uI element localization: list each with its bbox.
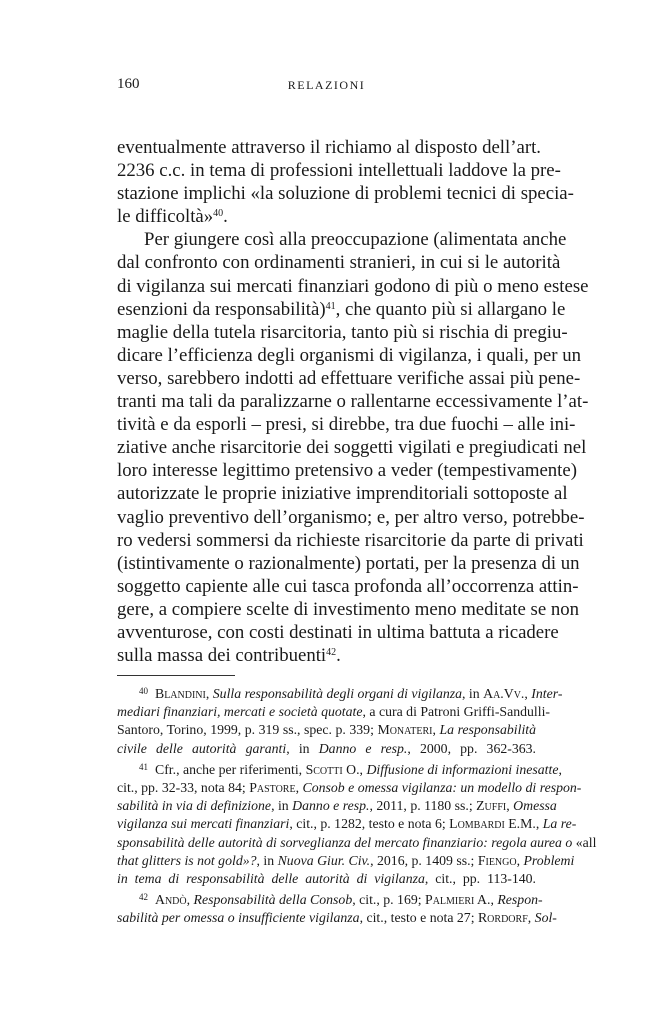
footnote-separator	[117, 675, 235, 676]
text-line: dal confronto con ordinamenti stranieri, in cui si le autorità	[117, 252, 561, 274]
work-title: Consob e omessa vigilanza: un modello di respon-	[302, 780, 582, 796]
footnote-line	[117, 779, 582, 797]
text-fragment: ,	[527, 910, 535, 926]
text-fragment: ,	[535, 816, 543, 832]
footnote-line	[117, 815, 577, 833]
running-title: RELAZIONI	[287, 78, 366, 92]
footnote-ref-42: 42	[326, 647, 337, 659]
work-title: civile delle autorità garanti	[117, 740, 287, 756]
work-title: sabilità per omessa o insufficiente vigilanza	[117, 910, 360, 926]
text-fragment: ,	[524, 686, 532, 701]
footnote-41	[117, 758, 597, 888]
work-title: Responsabilità della Consob	[193, 892, 353, 908]
footnote-line	[117, 703, 551, 721]
text-fragment: sulla massa dei contribuenti	[117, 645, 327, 667]
footnote-ref-41: 41	[325, 300, 336, 312]
text-line	[117, 298, 566, 321]
text-line: eventualmente attraverso il richiamo al disposto dell’art.	[117, 137, 541, 158]
author-name: Lombardi E.M.	[449, 816, 536, 832]
author-name: Pastore	[249, 780, 296, 796]
text-line: sulla massa dei contribuenti$^{42}$.	[117, 645, 341, 667]
work-title: Diffusione di informazioni inesatte	[366, 761, 559, 777]
work-title: Sol-	[534, 910, 557, 926]
text-fragment: ,	[359, 761, 367, 777]
footnote-line	[117, 852, 575, 870]
text-fragment: ,	[186, 892, 194, 908]
footnote-line	[117, 682, 563, 703]
page-number: 160	[117, 76, 140, 92]
author-name: Blandini	[155, 686, 206, 701]
work-title: Respon-	[497, 892, 543, 908]
footnote-number: 41	[139, 761, 148, 772]
text-fragment: Santoro, Torino, 1999, p. 319 ss., spec. p. 339;	[117, 722, 378, 738]
text-fragment: Cfr., anche per riferimenti,	[155, 761, 306, 777]
paragraph-2	[117, 228, 589, 667]
text-fragment: ,	[506, 798, 514, 814]
text-line: gere, a compiere scelte di investimento meno meditate se non	[117, 598, 580, 620]
text-fragment: , in	[462, 686, 484, 701]
text-line: loro interesse legittimo pretensivo a veder (tempestivamente)	[117, 460, 577, 482]
author-name: Rordorf	[477, 910, 528, 926]
footnote-line	[117, 834, 597, 852]
author-name: Zuffi	[476, 798, 507, 814]
footnote-number: 42	[139, 892, 148, 903]
text-fragment: , che quanto più si allargano le	[335, 298, 566, 320]
work-title: vigilanza sui mercati finanziari	[117, 816, 290, 832]
author-name: Scotti O.	[305, 761, 360, 777]
text-line: autorizzate le proprie iniziative imprenditoriali sottoposte al	[117, 483, 568, 505]
work-title: in tema di responsabilità delle autorità di vigilanza	[117, 871, 425, 887]
text-fragment: ,	[490, 892, 498, 908]
author-name: Monateri	[377, 722, 433, 738]
work-title: sabilità in via di definizione	[117, 798, 272, 814]
text-line: tranti ma tali da paralizzarne o rallentarne eccessivamente l’at-	[117, 391, 589, 413]
text-line: maglie della tutela risarcitoria, tanto più si rischia di pregiu-	[117, 321, 568, 343]
work-title: La re-	[542, 816, 577, 832]
text-fragment: «all	[572, 834, 597, 850]
footnote-line	[117, 888, 543, 909]
text-fragment: , in	[256, 852, 278, 868]
paragraph-1	[117, 136, 574, 228]
text-fragment: cit., pp. 32-33, nota 84;	[117, 780, 250, 796]
text-line: ro vedersi sommersi da richieste risarcitorie da parte di privati	[117, 529, 584, 551]
author-name: Aa.Vv.	[483, 686, 525, 701]
text-fragment: , cit., testo e nota 27;	[359, 910, 478, 926]
text-line: le difficoltà»$^{40}$.	[117, 206, 228, 228]
footnote-40	[117, 682, 563, 758]
journal-title: Danno e resp.	[292, 798, 370, 814]
main-text	[117, 136, 589, 667]
text-fragment: , 2016, p. 1409 ss.;	[370, 852, 478, 868]
text-line: avventurose, con costi destinati in ultima battuta a ricadere	[117, 621, 559, 643]
work-title: Omessa	[513, 798, 557, 814]
footnotes	[117, 682, 597, 928]
footnote-line	[117, 870, 536, 888]
text-fragment: , 2000, pp. 362-363.	[407, 740, 536, 756]
journal-title: Nuova Giur. Civ.	[277, 852, 371, 868]
footnote-line	[117, 797, 557, 815]
text-line: soggetto capiente alle cui tasca profonda all’occorrenza attin-	[117, 575, 579, 597]
journal-title: Danno e resp.	[318, 740, 408, 756]
text-fragment: ,	[205, 686, 213, 701]
text-line: 2236 c.c. in tema di professioni intellettuali laddove la pre-	[117, 160, 561, 182]
work-title: Sulla responsabilità degli organi di vigilanza	[212, 686, 463, 701]
text-fragment: ,	[432, 722, 440, 738]
work-title: that glitters is not gold»?	[117, 852, 257, 868]
author-name: Fiengo	[477, 852, 517, 868]
footnote-line	[117, 740, 536, 758]
running-header	[117, 76, 536, 96]
text-line: dicare l’efficienza degli organismi di vigilanza, i quali, per un	[117, 344, 581, 366]
text-fragment: ,	[558, 761, 562, 777]
text-line: ziative anche risarcitorie dei soggetti vigilati e pregiudicati nel	[117, 437, 587, 459]
text-fragment: ,	[516, 852, 524, 868]
text-line: stazione implichi «la soluzione di problemi tecnici di specia-	[117, 183, 574, 205]
text-fragment: , cit., p. 169;	[352, 892, 426, 908]
text-fragment: , cit., pp. 113-140.	[424, 871, 536, 887]
work-title: Problemi	[523, 852, 575, 868]
footnote-line	[117, 721, 536, 739]
author-name: Palmieri A.	[425, 892, 491, 908]
footnote-line	[117, 909, 557, 927]
text-line: di vigilanza sui mercati finanziari godono di più o meno estese	[117, 275, 589, 297]
work-title: mediari finanziari, mercati e società quotate	[117, 704, 363, 720]
footnote-number: 40	[139, 686, 148, 696]
text-line: verso, sarebbero indotti ad effettuare verifiche assai più pene-	[117, 367, 581, 389]
author-name: Andò	[155, 892, 187, 908]
text-line: (istintivamente o razionalmente) portati, per la presenza di un	[117, 552, 580, 574]
text-line: tività e da esporli – presi, si direbbe, tra due fuochi – alle ini-	[117, 414, 576, 436]
work-title: Inter-	[531, 686, 563, 701]
text-fragment: le difficoltà»	[117, 206, 214, 228]
footnote-42	[117, 888, 557, 927]
text-line: Per giungere così alla preoccupazione (alimentata anche	[144, 229, 567, 251]
text-fragment: , in	[271, 798, 293, 814]
text-fragment: , a cura di Patroni Griffi-Sandulli-	[362, 704, 551, 720]
footnote-line	[117, 758, 562, 779]
work-title: sponsabilità delle autorità di sorveglianza del mercato finanziario: regola aurea o	[117, 834, 573, 850]
text-fragment: esenzioni da responsabilità)	[117, 298, 326, 320]
text-fragment: ,	[295, 780, 303, 796]
text-fragment: , cit., p. 1282, testo e nota 6;	[289, 816, 450, 832]
text-line: vaglio preventivo dell’organismo; e, per altro verso, potrebbe-	[117, 506, 585, 528]
footnote-ref-40: 40	[213, 208, 224, 220]
work-title: La responsabilità	[439, 722, 537, 738]
text-fragment: , in	[286, 740, 319, 756]
text-fragment: , 2011, p. 1180 ss.;	[369, 798, 477, 814]
